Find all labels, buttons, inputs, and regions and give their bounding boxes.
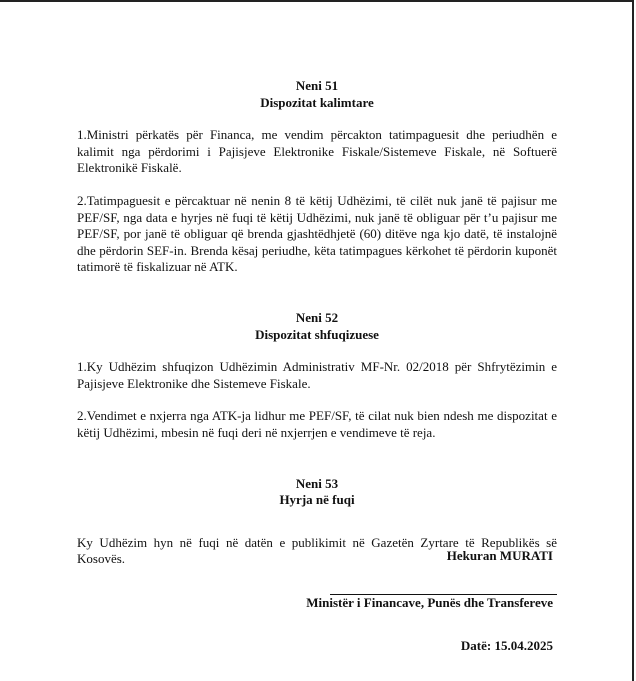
article-title: Dispozitat kalimtare (260, 94, 374, 110)
article-51 (77, 78, 557, 276)
article-paragraph: 2.Vendimet e nxjerra nga ATK-ja lidhur me PEF/SF, të cilat nuk bien ndesh me dispozitat e këtij Udhëzimi, mbesin në fuqi deri në nxjerrjen e vendimeve të reja. (77, 408, 557, 440)
article-paragraph: 2.Tatimpaguesit e përcaktuar në nenin 8 të këtij Udhëzimi, të cilët nuk janë të pajisur me PEF/SF, nga data e hyrjes në fuqi të këtij Udhëzimi, nuk janë të obliguar për t’u pajisur me PEF/SF, por janë të obliguar që brenda gjashtëdhjetë (60) ditëve nga kjo datë, të instalojnë dhe përdorin SEF-in. Brenda kësaj periudhe, këta tatimpagues kërkohet të përdorin kuponët tatimorë të fiskalizuar në ATK. (77, 192, 557, 275)
article-paragraph: Ky Udhëzim hyn në fuqi në datën e publikimit në Gazetën Zyrtare të Republikës së Kosovës. (77, 534, 557, 567)
signatory-name: Hekuran MURATI (446, 548, 553, 563)
article-52 (77, 310, 557, 442)
article-paragraph: 1.Ministri përkatës për Financa, me vendim përcakton tatimpaguesit dhe periudhën e kalimit nga përdorimi i Pajisjeve Elektronike Fiskale/Sistemeve Fiskale, në Softuerë Elektronikë Fiskalë. (77, 127, 557, 176)
article-title: Hyrja në fuqi (279, 492, 355, 508)
signatory-position: Ministër i Financave, Punës dhe Transfereve (306, 595, 553, 610)
article-paragraph: 1.Ky Udhëzim shfuqizon Udhëzimin Administrativ MF-Nr. 02/2018 për Shfrytëzimin e Pajisjeve Elektronike dhe Sistemeve Fiskale. (77, 359, 557, 391)
signature-date: Datë: 15.04.2025 (460, 638, 553, 653)
document-body (77, 78, 557, 568)
article-title: Dispozitat shfuqizuese (255, 326, 379, 342)
article-number: Neni 52 (295, 309, 339, 325)
article-number: Neni 51 (295, 78, 339, 93)
article-number: Neni 53 (295, 475, 339, 491)
